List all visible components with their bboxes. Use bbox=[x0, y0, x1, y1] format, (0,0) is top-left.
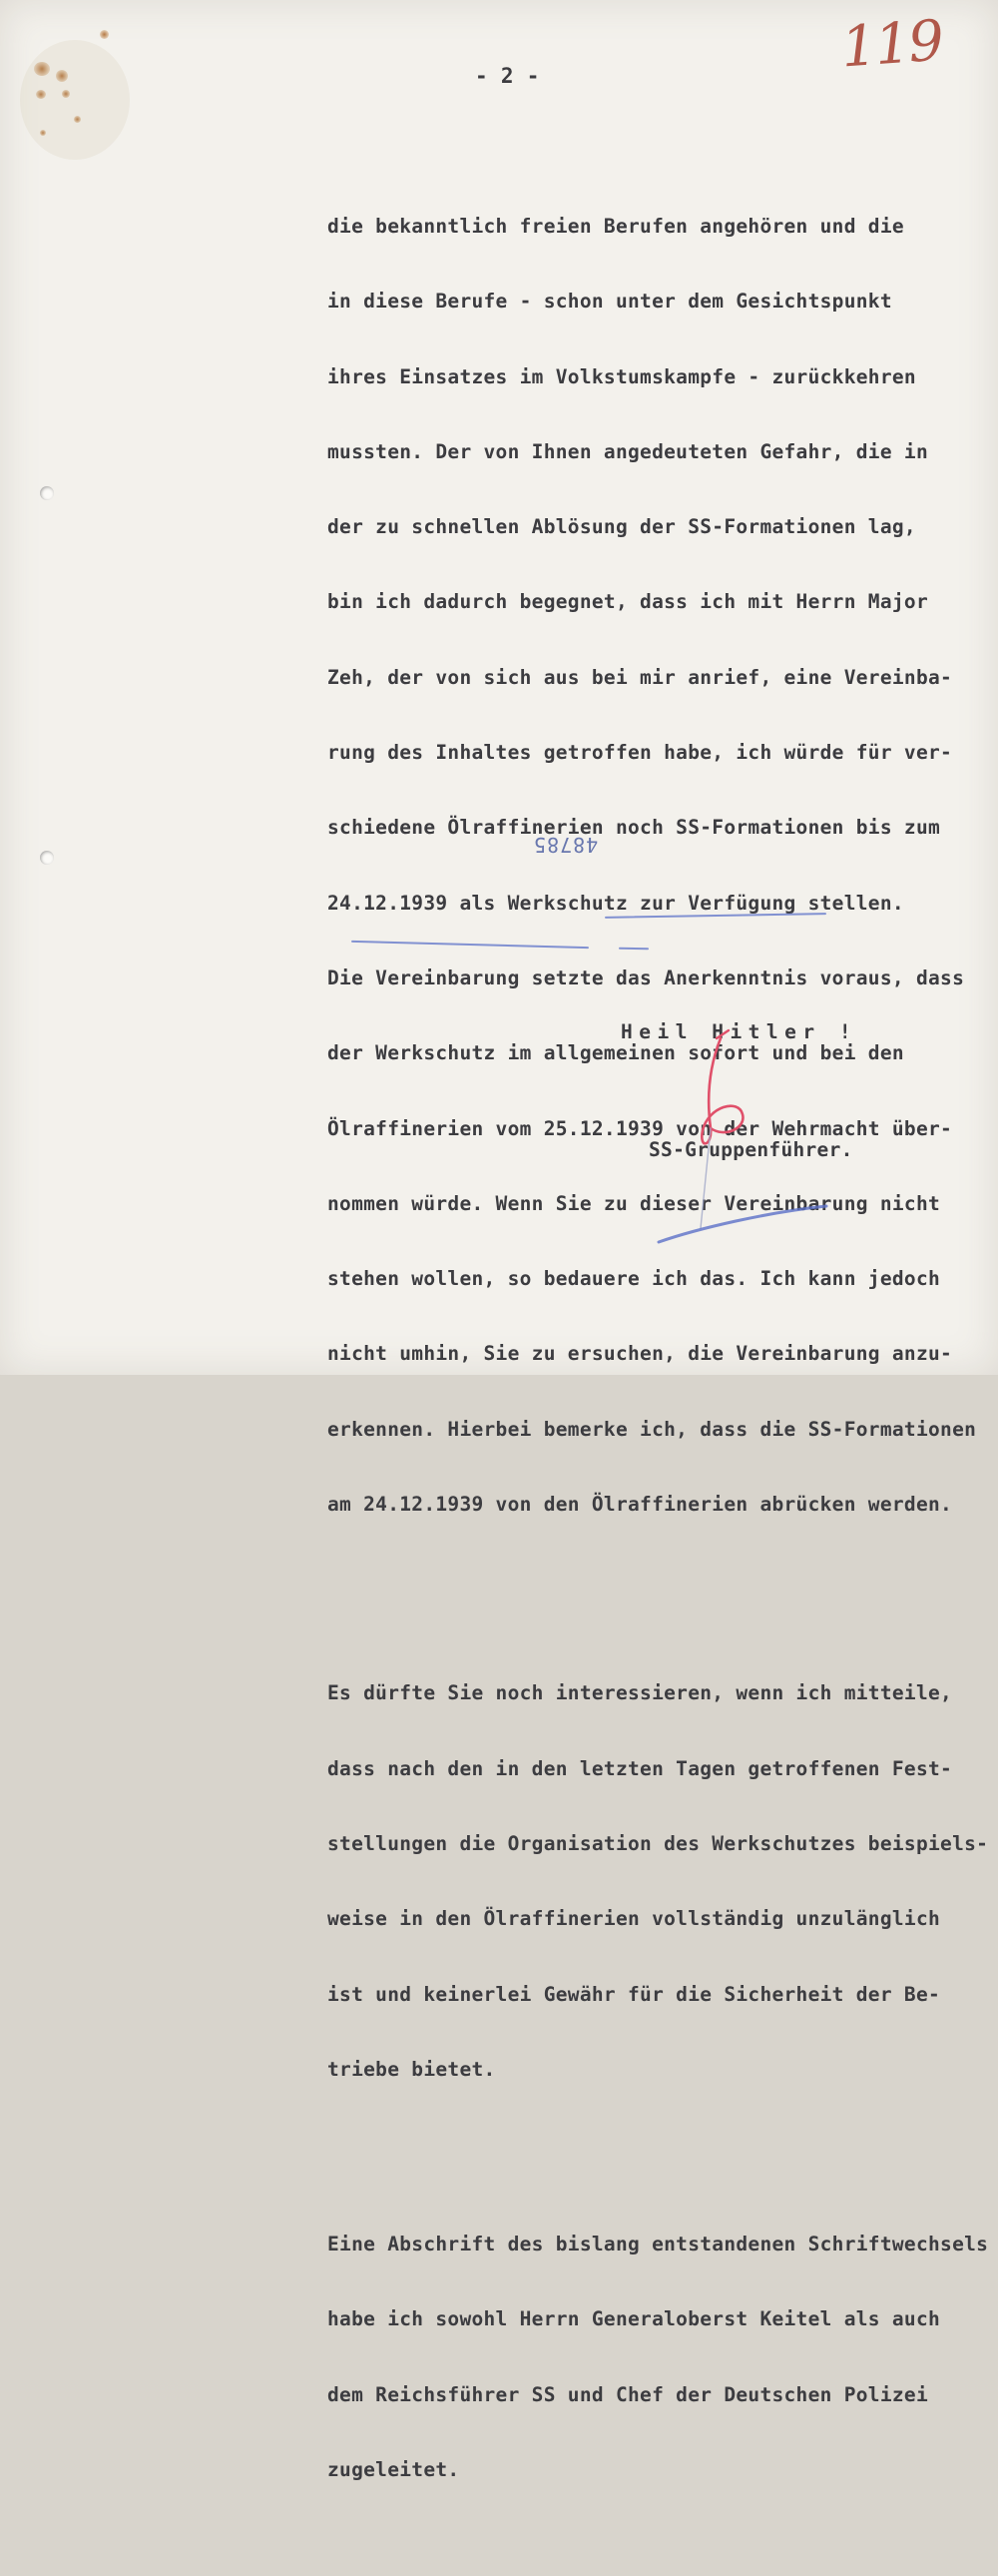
text-line: bin ich dadurch begegnet, dass ich mit Herrn Major bbox=[327, 590, 928, 614]
text-line: nommen würde. Wenn Sie zu dieser Vereinbarung nicht bbox=[327, 1191, 941, 1215]
page-number: - 2 - bbox=[475, 64, 540, 88]
text-line: Es dürfte Sie noch interessieren, wenn ich mitteile, bbox=[327, 1681, 953, 1705]
text-line: weise in den Ölraffinerien vollständig unzulänglich bbox=[327, 1907, 941, 1931]
paragraph-1 bbox=[327, 166, 977, 1565]
folio-number: 119 bbox=[838, 8, 945, 81]
text-line: Die Vereinbarung setzte das Anerkenntnis voraus, dass bbox=[327, 966, 965, 989]
text-line: Zeh, der von sich aus bei mir anrief, eine Vereinba- bbox=[327, 665, 953, 689]
paragraph-3 bbox=[327, 2184, 989, 2530]
paper-stain bbox=[20, 40, 130, 160]
text-line: erkennen. Hierbei bemerke ich, dass die SS-Formationen bbox=[327, 1417, 977, 1441]
text-line: dem Reichsführer SS und Chef der Deutschen Polizei bbox=[327, 2382, 928, 2406]
text-line: am 24.12.1939 von den Ölraffinerien abrücken werden. bbox=[327, 1493, 953, 1517]
text-line: stehen wollen, so bedauere ich das. Ich kann jedoch bbox=[327, 1267, 941, 1291]
text-line: die bekanntlich freien Berufen angehören und die bbox=[327, 215, 904, 238]
signatory-rank: SS-Gruppenführer. bbox=[649, 1138, 853, 1161]
punch-hole bbox=[40, 486, 54, 500]
text-line: schiedene Ölraffinerien noch SS-Formationen bis zum bbox=[327, 816, 941, 840]
rust-spot bbox=[100, 30, 109, 39]
closing-salutation: Heil Hitler ! bbox=[621, 1020, 858, 1043]
text-line: ist und keinerlei Gewähr für die Sicherheit der Be- bbox=[327, 1982, 941, 2006]
text-line: habe ich sowohl Herrn Generaloberst Keitel als auch bbox=[327, 2307, 941, 2331]
punch-hole bbox=[40, 851, 54, 865]
text-line: zugeleitet. bbox=[327, 2458, 460, 2482]
text-line: dass nach den in den letzten Tagen getroffenen Fest- bbox=[327, 1756, 953, 1780]
text-line: der Werkschutz im allgemeinen sofort und bei den bbox=[327, 1041, 904, 1065]
text-line: nicht umhin, Sie zu ersuchen, die Vereinbarung anzu- bbox=[327, 1342, 953, 1366]
text-line: mussten. Der von Ihnen angedeuteten Gefahr, die in bbox=[327, 439, 928, 463]
text-line: 24.12.1939 als Werkschutz zur Verfügung stellen. bbox=[327, 891, 904, 915]
text-line: rung des Inhaltes getroffen habe, ich würde für ver- bbox=[327, 741, 953, 765]
archive-stamp: 48785 bbox=[533, 833, 599, 857]
paragraph-2 bbox=[327, 1632, 989, 2130]
text-line: Ölraffinerien vom 25.12.1939 von der Wehrmacht über- bbox=[327, 1116, 953, 1140]
text-line: triebe bietet. bbox=[327, 2057, 496, 2081]
text-line: ihres Einsatzes im Volkstumskampfe - zurückkehren bbox=[327, 364, 916, 388]
text-line: Eine Abschrift des bislang entstandenen Schriftwechsels bbox=[327, 2233, 989, 2256]
text-line: der zu schnellen Ablösung der SS-Formationen lag, bbox=[327, 515, 916, 539]
letter-body bbox=[327, 120, 989, 2576]
text-line: in diese Berufe - schon unter dem Gesichtspunkt bbox=[327, 290, 892, 314]
text-line: stellungen die Organisation des Werkschutzes beispiels- bbox=[327, 1831, 989, 1855]
